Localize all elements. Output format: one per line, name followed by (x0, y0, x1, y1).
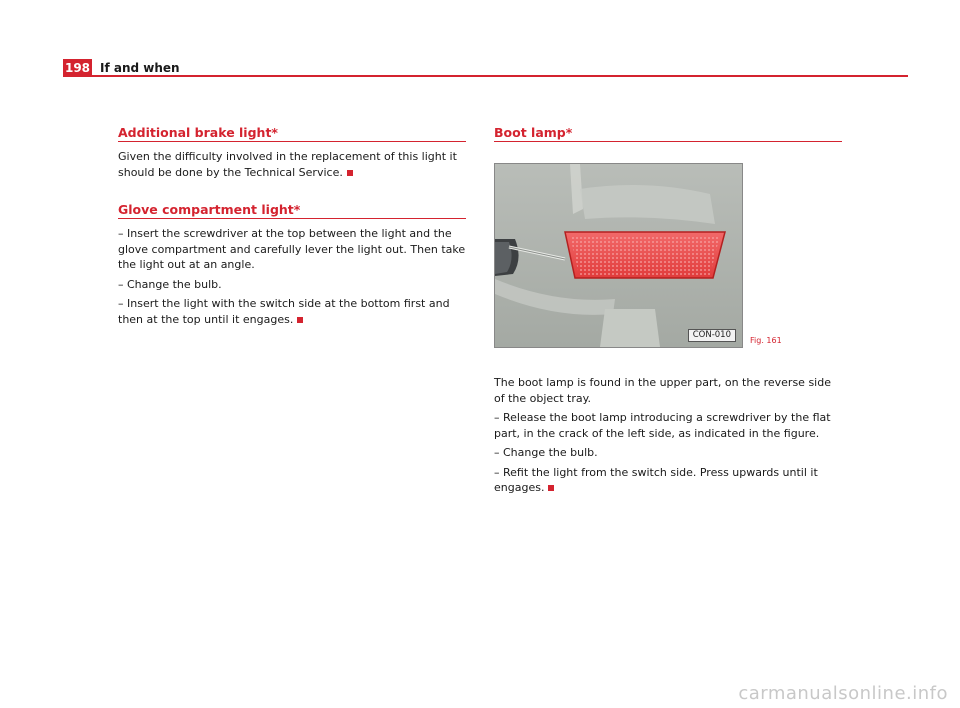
brake-light-text (118, 149, 466, 184)
glove-step-3: – Insert the light with the switch side at the bottom first and then at the top until it engages. (118, 297, 450, 326)
boot-lamp-heading: Boot lamp* (494, 125, 573, 140)
section-end-icon (297, 317, 303, 323)
page-number: 198 (64, 61, 91, 75)
boot-heading-rule (494, 141, 842, 142)
boot-lamp-text (494, 375, 844, 500)
watermark: carmanualsonline.info (738, 683, 948, 704)
boot-lamp-illustration (495, 164, 742, 347)
brake-text: Given the difficulty involved in the replacement of this light it should be done by the Technical Service. (118, 150, 457, 179)
glove-step-2: – Change the bulb. (118, 277, 222, 291)
boot-step-2: – Change the bulb. (494, 446, 598, 459)
glove-heading: Glove compartment light* (118, 202, 301, 217)
running-title: If and when (100, 61, 180, 75)
boot-step-3: – Refit the light from the switch side. Press upwards until it engages. (494, 465, 818, 494)
section-end-icon (347, 170, 353, 176)
glove-steps (118, 226, 466, 331)
glove-heading-rule (118, 218, 466, 219)
section-end-icon (548, 485, 554, 491)
boot-intro: The boot lamp is found in the upper part, on the reverse side of the object tray. (494, 376, 831, 405)
glove-step-1: – Insert the screwdriver at the top between the light and the glove compartment and carefully lever the light out. Then take the light out at an angle. (118, 227, 466, 271)
boot-lamp-figure (494, 163, 743, 348)
header-rule (63, 75, 908, 77)
figure-code: CON-010 (688, 329, 736, 342)
figure-caption: Fig. 161 (750, 336, 782, 345)
brake-heading-rule (118, 141, 466, 142)
brake-light-heading: Additional brake light* (118, 125, 278, 140)
boot-step-1: – Release the boot lamp introducing a screwdriver by the flat part, in the crack of the left side, as indicated in the figure. (494, 411, 831, 440)
